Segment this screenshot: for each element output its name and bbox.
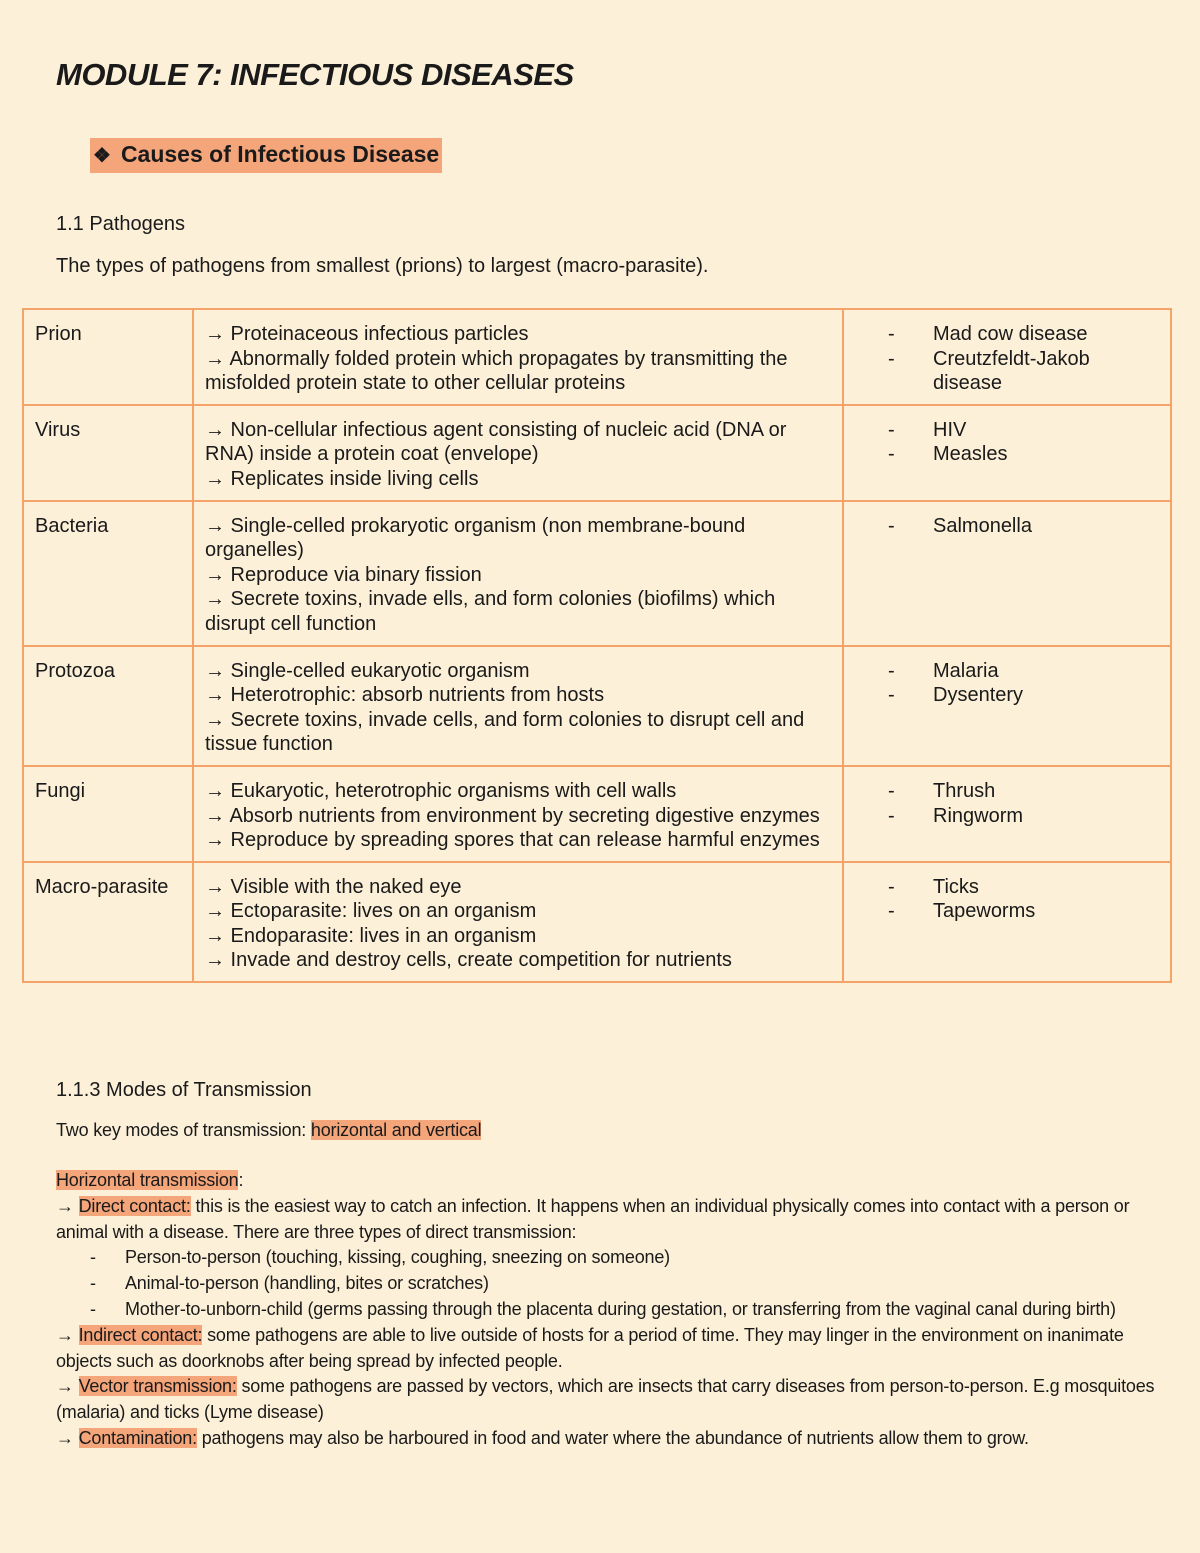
list-item: - Tapeworms: [888, 899, 1160, 924]
description-line: → Endoparasite: lives in an organism: [205, 924, 537, 947]
pathogen-description-cell: [193, 309, 843, 405]
examples-list: [855, 779, 1160, 828]
description-line: → Non-cellular infectious agent consisting of nucleic acid (DNA or RNA) inside a protein coat (envelope): [205, 418, 787, 466]
vector-transmission-label: Vector transmission:: [78, 1376, 237, 1397]
arrow-icon: →: [56, 1324, 79, 1345]
list-item: - Ringworm: [888, 804, 1160, 829]
pathogen-examples-cell: [843, 862, 1171, 982]
key-modes-prefix: Two key modes of transmission:: [56, 1120, 311, 1140]
description-line: → Invade and destroy cells, create competition for nutrients: [205, 949, 732, 972]
description-line: → Ectoparasite: lives on an organism: [205, 900, 537, 923]
pathogen-name-cell: Macro-parasite: [23, 862, 193, 982]
pathogen-description-cell: [193, 646, 843, 766]
pathogen-description-cell: [193, 766, 843, 862]
list-item: - Creutzfeldt-Jakob disease: [888, 347, 1160, 396]
table-row: [23, 766, 1171, 862]
pathogens-table: [22, 308, 1172, 983]
description-line: → Eukaryotic, heterotrophic organisms with cell walls: [205, 779, 677, 802]
pathogens-subheading: 1.1 Pathogens: [56, 213, 185, 235]
contamination-text: pathogens may also be harboured in food and water where the abundance of nutrients allow them to grow.: [196, 1427, 1029, 1448]
examples-list: [855, 659, 1160, 708]
list-item: - Person-to-person (touching, kissing, coughing, sneezing on someone): [90, 1245, 1156, 1271]
indirect-contact-text: some pathogens are able to live outside of hosts for a period of time. They may linger in the environment on inanimate objects such as doorknobs after being spread by infected people.: [56, 1324, 1124, 1371]
examples-list: [855, 875, 1160, 924]
key-modes-line: [56, 1118, 481, 1142]
description-line: → Reproduce by spreading spores that can release harmful enzymes: [205, 829, 820, 852]
description-line: → Visible with the naked eye: [205, 875, 462, 898]
pathogen-examples-cell: [843, 501, 1171, 646]
description-line: → Proteinaceous infectious particles: [205, 323, 529, 345]
list-item: - Thrush: [888, 779, 1160, 804]
direct-contact-text: this is the easiest way to catch an infection. It happens when an individual physically comes into contact with a person or animal with a disease. There are three types of direct transmission:: [56, 1195, 1130, 1242]
horizontal-heading-line: [56, 1168, 1156, 1194]
description-line: → Replicates inside living cells: [205, 467, 479, 490]
arrow-icon: →: [56, 1195, 79, 1216]
arrow-icon: →: [56, 1427, 79, 1448]
pathogen-examples-cell: [843, 766, 1171, 862]
description-line: → Secrete toxins, invade ells, and form colonies (biofilms) which disrupt cell function: [205, 588, 776, 635]
direct-types-list: [56, 1245, 1156, 1322]
pathogen-description-cell: [193, 405, 843, 501]
key-modes-highlight: horizontal and vertical: [310, 1120, 482, 1140]
pathogen-name-cell: Prion: [23, 309, 193, 405]
pathogen-examples-cell: [843, 405, 1171, 501]
pathogen-name-cell: Protozoa: [23, 646, 193, 766]
section-heading: [90, 138, 442, 173]
horizontal-heading-colon: :: [238, 1170, 244, 1190]
description-line: → Single-celled prokaryotic organism (non membrane-bound organelles): [205, 514, 746, 562]
diamond-bullet-icon: ❖: [93, 145, 111, 167]
list-item: - Ticks: [888, 875, 1160, 900]
pathogens-intro: The types of pathogens from smallest (prions) to largest (macro-parasite).: [56, 255, 709, 277]
transmission-body: [56, 1168, 1156, 1452]
list-item: - Animal-to-person (handling, bites or scratches): [90, 1271, 1156, 1297]
pathogen-name-cell: Virus: [23, 405, 193, 501]
list-item: - HIV: [888, 418, 1160, 443]
description-line: → Heterotrophic: absorb nutrients from hosts: [205, 684, 605, 707]
table-row: [23, 646, 1171, 766]
description-line: → Abnormally folded protein which propagates by transmitting the misfolded protein state to other cellular proteins: [205, 347, 788, 395]
vector-transmission-paragraph: [56, 1374, 1156, 1426]
description-line: → Reproduce via binary fission: [205, 563, 482, 586]
vector-transmission-text: some pathogens are passed by vectors, which are insects that carry diseases from person-to-person. E.g mosquitoes (malaria) and ticks (Lyme disease): [56, 1376, 1155, 1423]
indirect-contact-label: Indirect contact:: [78, 1324, 203, 1345]
pathogen-examples-cell: [843, 646, 1171, 766]
direct-contact-label: Direct contact:: [78, 1195, 191, 1216]
list-item: - Mad cow disease: [888, 322, 1160, 347]
list-item: - Mother-to-unborn-child (germs passing through the placenta during gestation, or transferring from the vaginal canal during birth): [90, 1297, 1156, 1323]
transmission-subheading: 1.1.3 Modes of Transmission: [56, 1079, 312, 1101]
list-item: - Measles: [888, 442, 1160, 467]
list-item: - Dysentery: [888, 683, 1160, 708]
pathogen-name-cell: Bacteria: [23, 501, 193, 646]
section-heading-text: Causes of Infectious Disease: [120, 141, 440, 167]
direct-contact-paragraph: [56, 1194, 1156, 1246]
indirect-contact-paragraph: [56, 1323, 1156, 1375]
pathogen-description-cell: [193, 862, 843, 982]
examples-list: [855, 418, 1160, 467]
description-line: → Single-celled eukaryotic organism: [205, 659, 530, 682]
table-row: [23, 309, 1171, 405]
table-row: [23, 405, 1171, 501]
pathogen-examples-cell: [843, 309, 1171, 405]
examples-list: [855, 322, 1160, 396]
list-item: - Malaria: [888, 659, 1160, 684]
arrow-icon: →: [56, 1376, 79, 1397]
examples-list: [855, 514, 1160, 539]
contamination-paragraph: [56, 1426, 1156, 1452]
pathogen-name-cell: Fungi: [23, 766, 193, 862]
description-line: → Absorb nutrients from environment by secreting digestive enzymes: [205, 804, 820, 827]
horizontal-heading: Horizontal transmission: [56, 1170, 239, 1190]
pathogen-description-cell: [193, 501, 843, 646]
list-item: - Salmonella: [888, 514, 1160, 539]
document-title: MODULE 7: INFECTIOUS DISEASES: [56, 57, 574, 92]
contamination-label: Contamination:: [78, 1427, 197, 1448]
table-row: [23, 862, 1171, 982]
description-line: → Secrete toxins, invade cells, and form colonies to disrupt cell and tissue function: [205, 708, 805, 756]
table-row: [23, 501, 1171, 646]
